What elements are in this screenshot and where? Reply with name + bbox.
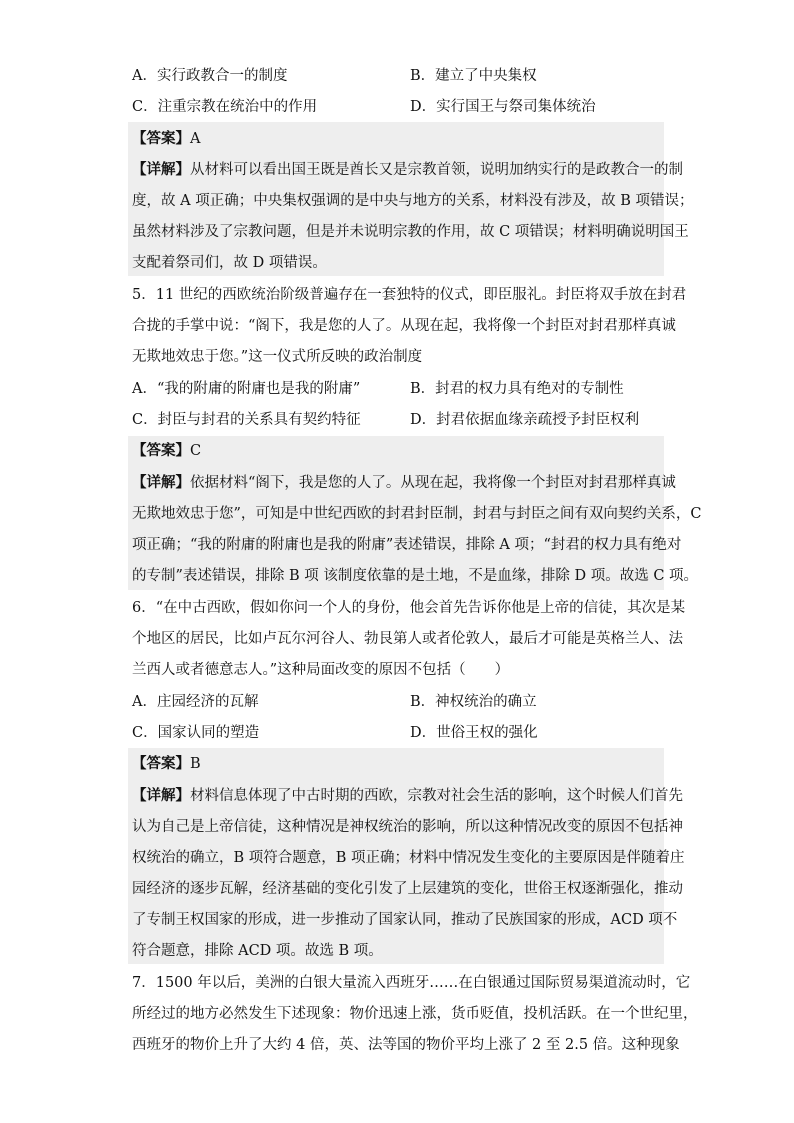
answer-value: A: [190, 131, 201, 147]
detail-label: 【详解】: [132, 161, 190, 178]
detail-line: 度，故 A 项正确；中央集权强调的是中央与地方的关系，材料没有涉及，故 B 项错误；: [132, 193, 694, 209]
question-stem: 兰西人或者德意志人。”这种局面改变的原因不包括（ ）: [132, 662, 510, 678]
question-stem: 所经过的地方必然发生下述现象：物价迅速上涨，货币贬值，投机活跃。在一个世纪里，: [132, 1006, 698, 1022]
option-a: A．庄园经济的瓦解: [132, 694, 259, 710]
answer-label: 【答案】: [132, 130, 190, 147]
answer-line: [132, 441, 201, 461]
answer-label: 【答案】: [132, 755, 190, 772]
option-c: C．注重宗教在统治中的作用: [132, 99, 318, 115]
detail-line: 虽然材料涉及了宗教问题，但是并未说明宗教的作用，故 C 项错误；材料明确说明国王: [132, 224, 689, 240]
answer-value: B: [190, 756, 201, 772]
detail-line: 园经济的逐步瓦解，经济基础的变化引发了上层建筑的变化，世俗王权逐渐强化，推动: [132, 881, 683, 897]
detail-label: 【详解】: [132, 474, 190, 491]
option-c: C．封臣与封君的关系具有契约特征: [132, 412, 361, 428]
detail-line: 权统治的确立，B 项符合题意，B 项正确；材料中情况发生变化的主要原因是伴随着庄: [132, 850, 685, 866]
detail-line: 【详解】材料信息体现了中古时期的西欧，宗教对社会生活的影响，这个时候人们首先: [132, 787, 683, 804]
answer-line: [132, 129, 200, 149]
detail-line: 项正确；“我的附庸的附庸也是我的附庸”表述错误，排除 A 项；“封君的权力具有绝对: [132, 537, 682, 553]
answer-line: [132, 754, 201, 774]
option-d: D．实行国王与祭司集体统治: [410, 99, 596, 115]
question-stem: 西班牙的物价上升了大约 4 倍，英、法等国的物价平均上涨了 2 至 2.5 倍。这种现象: [132, 1037, 680, 1053]
detail-line: 无欺地效忠于您”，可知是中世纪西欧的封君封臣制，封君与封臣之间有双向契约关系，C: [132, 506, 702, 522]
detail-line: 了专制王权国家的形成，进一步推动了国家认同，推动了民族国家的形成，ACD 项不: [132, 912, 678, 928]
detail-line: 的专制”表述错误，排除 B 项 该制度依靠的是土地，不是血缘，排除 D 项。故选 C 项。: [132, 568, 699, 584]
q4-option-row: [132, 66, 287, 86]
option-a: A．“我的附庸的附庸也是我的附庸”: [132, 381, 361, 397]
detail-line: 【详解】依据材料“阁下，我是您的人了。从现在起，我将像一个封臣对封君那样真诚: [132, 474, 676, 491]
option-b: B．封君的权力具有绝对的专制性: [410, 381, 624, 397]
question-stem: 5．11 世纪的西欧统治阶级普遍存在一套独特的仪式，即臣服礼。封臣将双手放在封君: [132, 287, 687, 303]
question-stem: 个地区的居民，比如卢瓦尔河谷人、勃艮第人或者伦敦人，最后才可能是英格兰人、法: [132, 631, 683, 647]
detail-line: 认为自己是上帝信徒，这种情况是神权统治的影响，所以这种情况改变的原因不包括神: [132, 819, 683, 835]
option-a: A．实行政教合一的制度: [132, 68, 288, 84]
question-stem: 无欺地效忠于您。”这一仪式所反映的政治制度: [132, 349, 423, 365]
option-d: D．世俗王权的强化: [410, 725, 538, 741]
answer-value: C: [190, 443, 202, 459]
detail-label: 【详解】: [132, 787, 190, 804]
option-b: B．建立了中央集权: [410, 68, 537, 84]
detail-line: 支配着祭司们，故 D 项错误。: [132, 255, 327, 271]
option-b: B．神权统治的确立: [410, 694, 537, 710]
answer-label: 【答案】: [132, 442, 190, 459]
question-stem: 7．1500 年以后，美洲的白银大量流入西班牙……在白银通过国际贸易渠道流动时，它: [132, 975, 691, 991]
question-stem: 合拢的手掌中说：“阁下，我是您的人了。从现在起，我将像一个封臣对封君那样真诚: [132, 318, 676, 334]
option-d: D．封君依据血缘亲疏授予封臣权利: [410, 412, 640, 428]
q4-option-row: [132, 97, 317, 117]
option-c: C．国家认同的塑造: [132, 725, 260, 741]
question-stem: 6．“在中古西欧，假如你问一个人的身份，他会首先告诉你他是上帝的信徒，其次是某: [132, 600, 686, 616]
detail-line: 符合题意，排除 ACD 项。故选 B 项。: [132, 943, 383, 959]
detail-line: 【详解】从材料可以看出国王既是酋长又是宗教首领，说明加纳实行的是政教合一的制: [132, 161, 683, 178]
